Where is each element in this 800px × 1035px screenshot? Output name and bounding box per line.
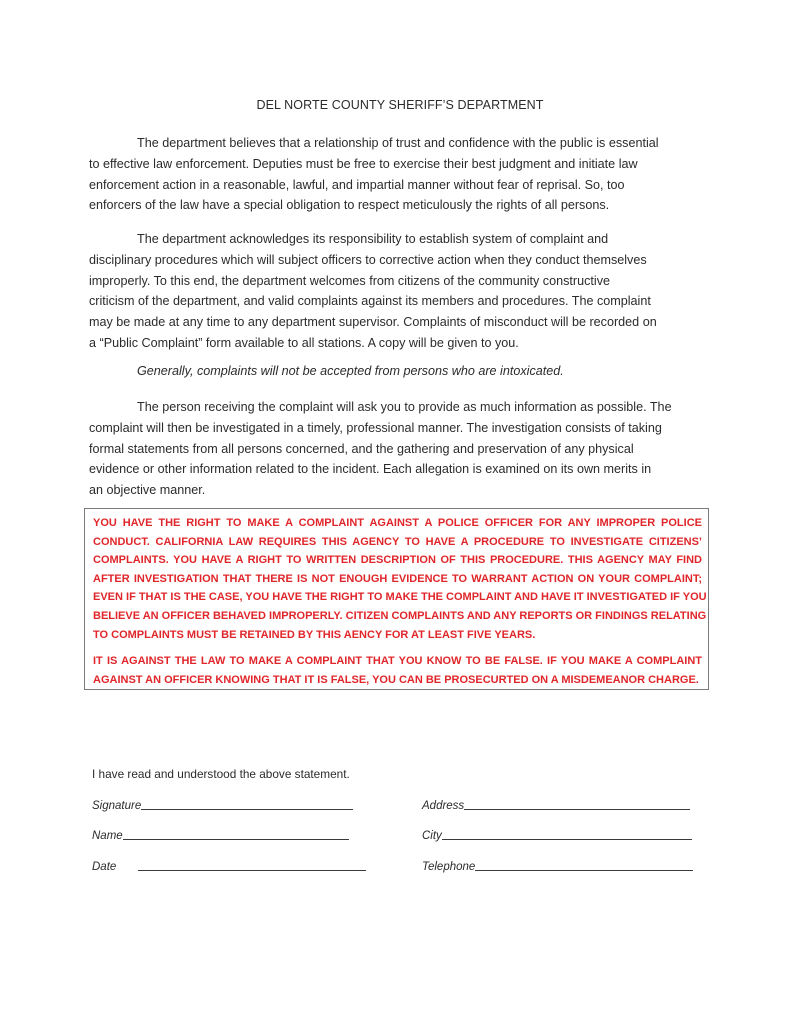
notice-line: YOU HAVE THE RIGHT TO MAKE A COMPLAINT AGAINST A POLICE OFFICER FOR ANY IMPROPER POLICE: [93, 517, 702, 529]
telephone-label: Telephone: [422, 861, 476, 873]
text-line: formal statements from all persons concerned, and the gathering and preservation of any physical: [89, 441, 634, 456]
name-label: Name: [92, 830, 123, 842]
address-label: Address: [422, 800, 465, 812]
paragraph-complaint-system: [89, 229, 704, 354]
rights-notice-box: [84, 508, 709, 690]
paragraph-intoxicated-note: [89, 361, 704, 382]
text-line: may be made at any time to any department supervisor. Complaints of misconduct will be recorded on: [89, 315, 657, 330]
paragraph-trust: [89, 133, 704, 216]
notice-line: COMPLAINTS. YOU HAVE A RIGHT TO WRITTEN DESCRIPTION OF THIS PROCEDURE. THIS AGENCY MAY FIND: [93, 554, 702, 567]
text-line: Generally, complaints will not be accepted from persons who are intoxicated.: [137, 364, 564, 378]
text-line: a “Public Complaint” form available to all stations. A copy will be given to you.: [89, 335, 519, 350]
city-label: City: [422, 830, 442, 842]
false-complaint-warning-line: IT IS AGAINST THE LAW TO MAKE A COMPLAINT THAT YOU KNOW TO BE FALSE. IF YOU MAKE A COMPLAINT: [93, 655, 702, 668]
text-line: to effective law enforcement. Deputies must be free to exercise their best judgment and initiate law: [89, 156, 638, 171]
address-field[interactable]: [422, 800, 690, 812]
signature-line[interactable]: [141, 808, 353, 810]
text-line: The department acknowledges its responsibility to establish system of complaint and: [137, 232, 609, 246]
notice-line: BELIEVE AN OFFICER BEHAVED IMPROPERLY. CITIZEN COMPLAINTS AND ANY REPORTS OR FINDINGS RELATING: [93, 609, 707, 622]
text-line: enforcers of the law have a special obligation to respect meticulously the rights of all persons.: [89, 198, 610, 213]
text-line: criticism of the department, and valid complaints against its members and procedures. The complaint: [89, 294, 651, 309]
date-label: Date: [92, 861, 117, 873]
text-line: evidence or other information related to the incident. Each allegation is examined on its own merits in: [89, 462, 652, 477]
signature-field[interactable]: [92, 800, 353, 812]
text-line: The person receiving the complaint will ask you to provide as much information as possible. The: [137, 400, 672, 414]
text-line: The department believes that a relationship of trust and confidence with the public is essential: [137, 136, 659, 150]
text-line: enforcement action in a reasonable, lawful, and impartial manner without fear of reprisal. So, too: [89, 177, 625, 192]
notice-line: TO COMPLAINTS MUST BE RETAINED BY THIS AENCY FOR AT LEAST FIVE YEARS.: [93, 628, 536, 641]
notice-line: AFTER INVESTIGATION THAT THERE IS NOT ENOUGH EVIDENCE TO WARRANT ACTION ON YOUR COMPLAINT;: [93, 572, 702, 585]
address-line[interactable]: [464, 808, 690, 810]
paragraph-investigation: [89, 397, 704, 501]
page-title: DEL NORTE COUNTY SHERIFF’S DEPARTMENT: [256, 98, 544, 112]
text-line: improperly. To this end, the department welcomes from citizens of the community constructive: [89, 273, 610, 288]
city-field[interactable]: [422, 830, 692, 842]
notice-line: CONDUCT. CALIFORNIA LAW REQUIRES THIS AGENCY TO HAVE A PROCEDURE TO INVESTIGATE CITIZENS’: [93, 535, 702, 548]
notice-spacer: [93, 644, 702, 652]
notice-line: EVEN IF THAT IS THE CASE, YOU HAVE THE RIGHT TO MAKE THE COMPLAINT AND HAVE IT INVESTIGATED IF YOU: [93, 591, 707, 604]
text-line: disciplinary procedures which will subject officers to corrective action when they conduct themselves: [89, 252, 647, 267]
name-line[interactable]: [123, 838, 349, 840]
text-line: complaint will then be investigated in a timely, professional manner. The investigation consists of taking: [89, 420, 662, 435]
signature-label: Signature: [92, 800, 142, 812]
telephone-field[interactable]: [422, 861, 693, 873]
date-field[interactable]: [92, 861, 366, 873]
name-field[interactable]: [92, 830, 349, 842]
city-line[interactable]: [442, 838, 692, 840]
date-line[interactable]: [138, 869, 366, 871]
telephone-line[interactable]: [475, 869, 693, 871]
acknowledgement-statement: I have read and understood the above statement.: [92, 767, 350, 781]
rights-notice-text: [93, 514, 707, 689]
text-line: an objective manner.: [89, 483, 206, 498]
false-complaint-warning-line: AGAINST AN OFFICER KNOWING THAT IT IS FALSE, YOU CAN BE PROSECURTED ON A MISDEMEANOR CHARGE.: [93, 673, 699, 686]
